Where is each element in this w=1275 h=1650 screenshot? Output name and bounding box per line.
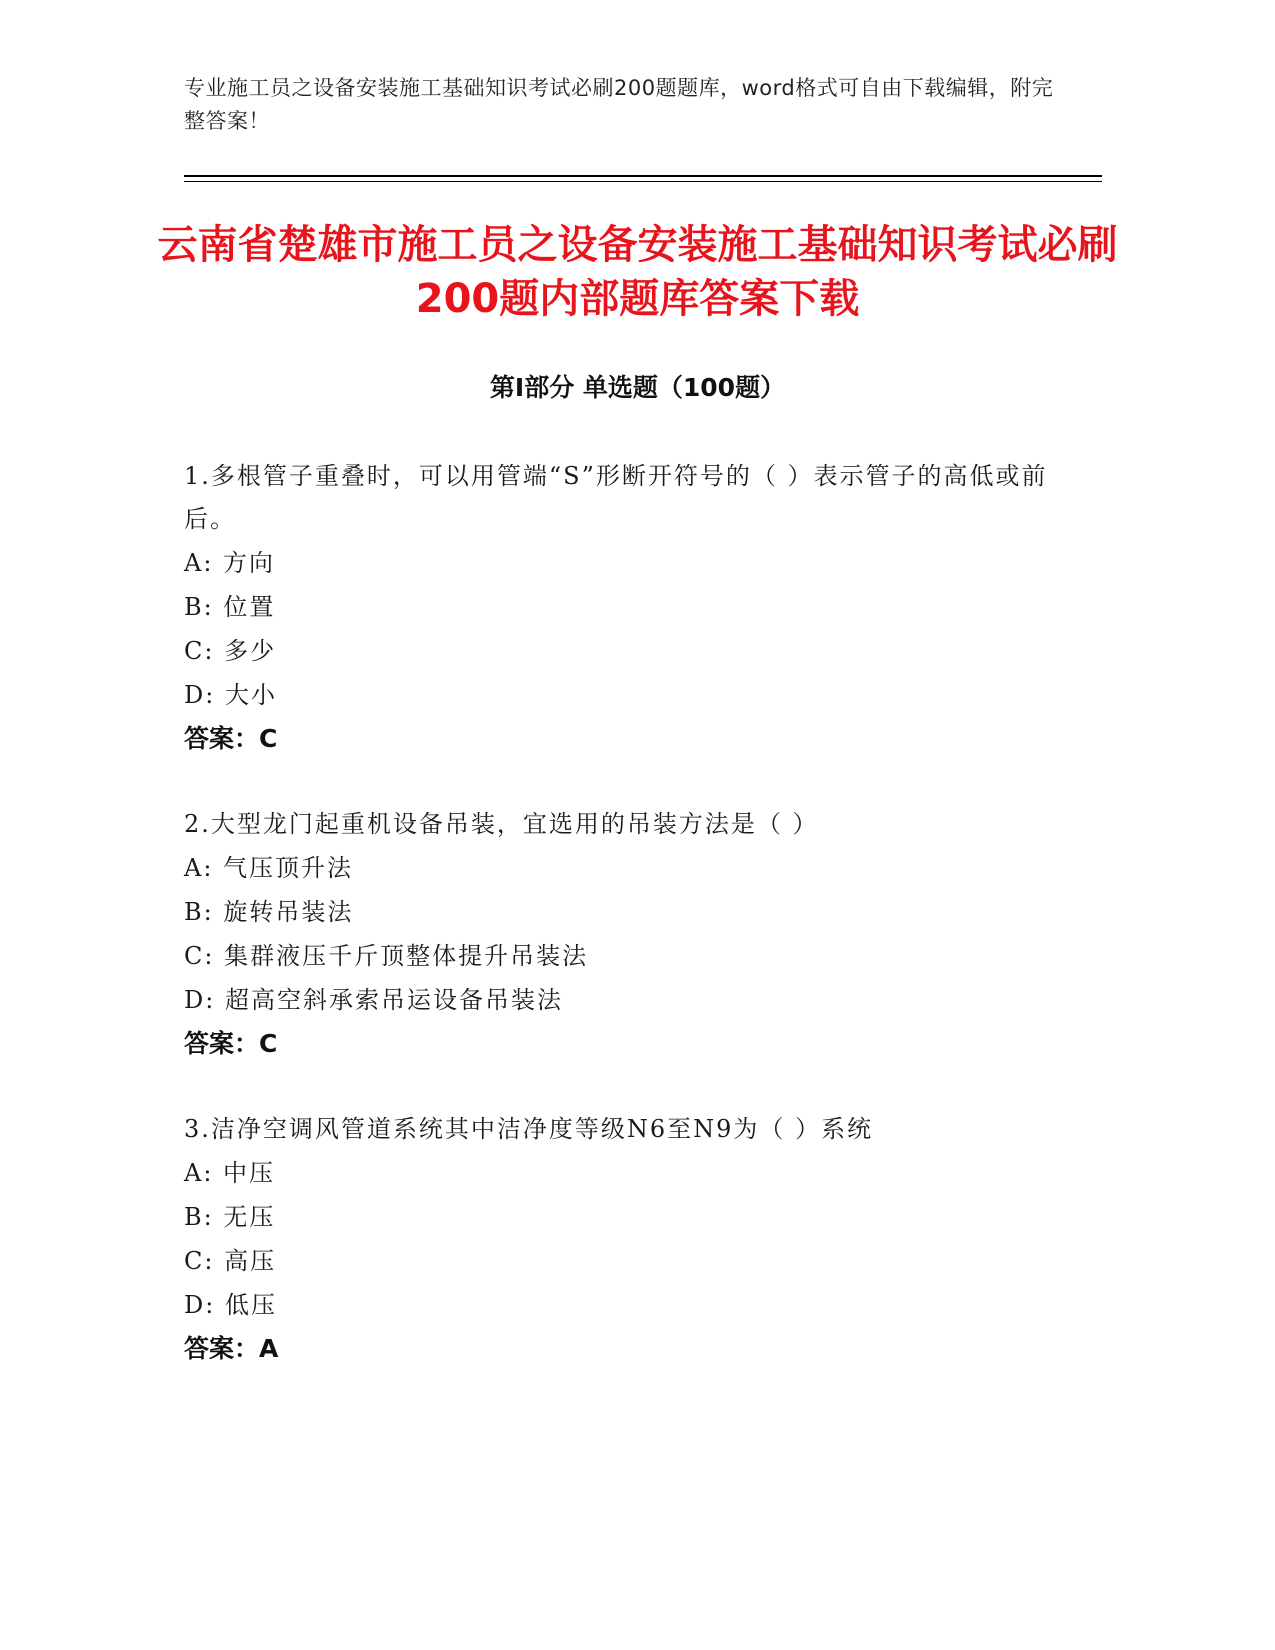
question-stem: 2.大型龙门起重机设备吊装，宜选用的吊装方法是（ ） <box>184 810 819 838</box>
question-item <box>184 803 1064 1066</box>
document-title: 云南省楚雄市施工员之设备安装施工基础知识考试必刷200题内部题库答案下载 <box>157 222 1118 322</box>
answer-line: 答案：A <box>184 1334 279 1363</box>
answer-line: 答案：C <box>184 724 278 753</box>
option-c: C: 多少 <box>184 637 277 665</box>
question-item <box>184 1108 1064 1371</box>
option-d: D: 低压 <box>184 1291 277 1319</box>
option-b: B: 位置 <box>184 593 276 621</box>
question-item <box>184 455 1064 761</box>
option-a: A: 气压顶升法 <box>184 854 354 882</box>
option-d: D: 大小 <box>184 681 277 709</box>
answer-line: 答案：C <box>184 1029 278 1058</box>
header-divider-thin <box>184 181 1102 182</box>
option-c: C: 高压 <box>184 1247 277 1275</box>
option-b: B: 无压 <box>184 1203 276 1231</box>
option-c: C: 集群液压千斤顶整体提升吊装法 <box>184 942 589 970</box>
question-stem: 3.洁净空调风管道系统其中洁净度等级N6至N9为（ ）系统 <box>184 1115 874 1143</box>
option-d: D: 超高空斜承索吊运设备吊装法 <box>184 986 563 1014</box>
header-divider-thick <box>184 175 1102 177</box>
option-a: A: 方向 <box>184 549 276 577</box>
header-note: 专业施工员之设备安装施工基础知识考试必刷200题题库，word格式可自由下载编辑，附完整答案！ <box>184 76 1054 133</box>
question-stem: 1.多根管子重叠时，可以用管端“S”形断开符号的（ ）表示管子的高低或前后。 <box>184 462 1048 533</box>
option-b: B: 旋转吊装法 <box>184 898 354 926</box>
section-title: 第Ⅰ部分 单选题（100题） <box>489 373 786 402</box>
question-list <box>184 455 1064 1413</box>
option-a: A: 中压 <box>184 1159 276 1187</box>
